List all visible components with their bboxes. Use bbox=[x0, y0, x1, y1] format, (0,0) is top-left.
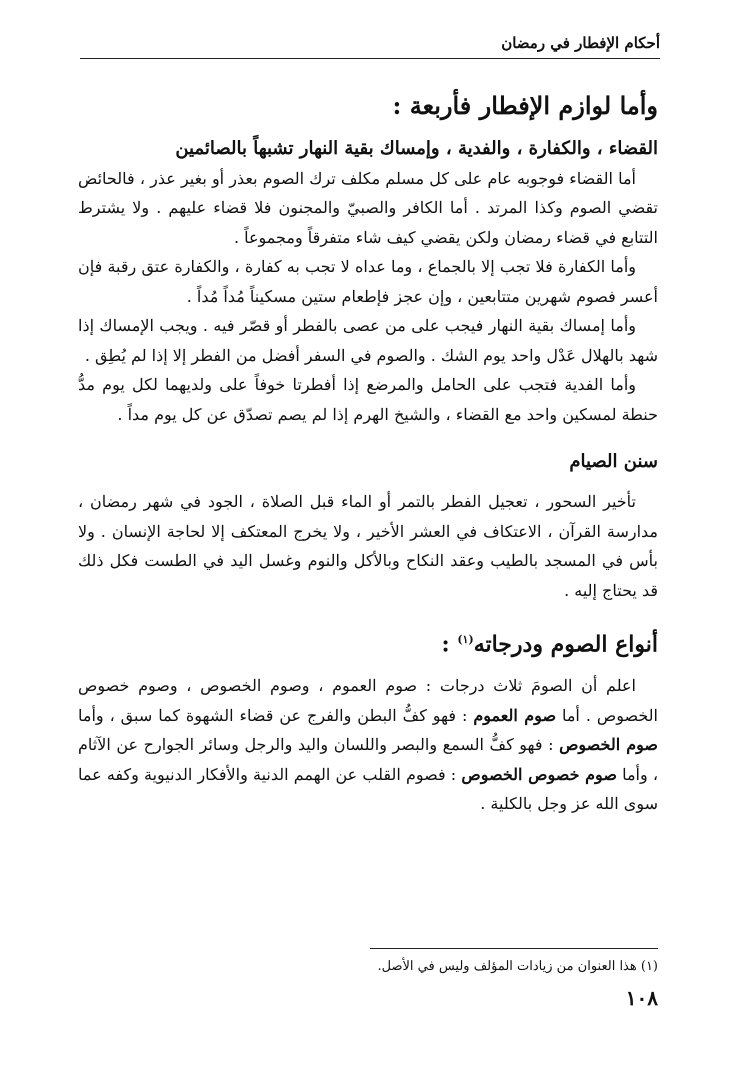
footnote-marker: (١) bbox=[457, 633, 474, 646]
footnote: (١) هذا العنوان من زيادات المؤلف وليس في الأصل. bbox=[377, 959, 658, 974]
footnote-rule bbox=[370, 948, 658, 949]
text-segment: : فهو كفُّ البطن والفرج عن قضاء الشهوة كما سبق ، وأما bbox=[78, 705, 474, 725]
text-segment: اعلم أن الصومَ ثلاث درجات : صوم العموم ، وصوم الخصوص ، وصوم خصوص الخصوص . أما bbox=[78, 676, 658, 725]
paragraph-qada: أما القضاء فوجوبه عام على كل مسلم مكلف ترك الصوم بعذر أو بغير عذر ، فالحائض تقضي الصوم وكذا المرتد . أما الكافر والصبيّ والمجنون فلا قضاء عليهم . ولا يشترط التتابع في قضاء رمضان ولكن يقضي كيف شاء متفرقاً ومجموعاً . bbox=[78, 168, 658, 247]
paragraph-kaffara: وأما الكفارة فلا تجب إلا بالجماع ، وما عداه لا تجب به كفارة ، والكفارة عتق رقبة فإن أعسر فصوم شهرين متتابعين ، وإن عجز فإطعام ستين مسكيناً مُداً مُداً . bbox=[78, 257, 658, 306]
section-title-fasting-sunnahs: سنن الصيام bbox=[569, 451, 658, 472]
text-segment: : فهو كفُّ السمع والبصر واللسان واليد والرجل وسائر الجوارح عن الآثام ، وأما bbox=[78, 735, 659, 784]
running-title: أحكام الإفطار في رمضان bbox=[501, 34, 660, 52]
paragraph-sunnahs: تأخير السحور ، تعجيل الفطر بالتمر أو الماء قبل الصلاة ، الجود في شهر رمضان ، مدارسة القرآن ، الاعتكاف في العشر الأخير ، ولا يخرج المعتكف إلا لحاجة الإنسان . ولا بأس في المسجد بالطيب وعقد النكاح وبالأكل والنوم وغسل اليد في الطست فكل ذلك قد يحتاج إليه . bbox=[78, 492, 658, 600]
section-title-iftar-requirements: وأما لوازم الإفطار فأربعة : bbox=[392, 91, 658, 120]
page-number: ١٠٨ bbox=[625, 986, 658, 1010]
page-content bbox=[78, 86, 658, 819]
paragraph-fidya: وأما الفدية فتجب على الحامل والمرضع إذا أفطرتا خوفاً على ولديهما لكل يوم مدُّ حنطة لمسكين واحد مع القضاء ، والشيخ الهرم إذا لم يصم تصدّق عن كل يوم مداً . bbox=[78, 375, 658, 424]
text-segment: : فصوم القلب عن الهمم الدنية والأفكار الدنيوية وكفه عما سوى الله عز وجل بالكلية . bbox=[78, 764, 658, 814]
header-rule bbox=[80, 58, 660, 59]
section-title-text: أنواع الصوم ودرجاته bbox=[473, 631, 658, 658]
paragraph-imsak: وأما إمساك بقية النهار فيجب على من عصى بالفطر أو قصّر فيه . ويجب الإمساك إذا شهد بالهلال عَدْل واحد يوم الشك . والصوم في السفر أفضل من الفطر إلا إذا لم يُطِق . bbox=[78, 316, 658, 365]
term-general-fasting: صوم العموم bbox=[473, 705, 557, 725]
section-subtitle: القضاء ، والكفارة ، والفدية ، وإمساك بقية النهار تشبهاً بالصائمين bbox=[175, 138, 658, 159]
paragraph-fasting-degrees bbox=[78, 671, 658, 819]
section-title-colon: : bbox=[441, 631, 458, 658]
term-special-fasting: صوم الخصوص bbox=[559, 735, 658, 755]
section-title-fasting-types bbox=[78, 621, 658, 663]
term-elite-fasting: صوم خصوص الخصوص bbox=[461, 764, 617, 784]
